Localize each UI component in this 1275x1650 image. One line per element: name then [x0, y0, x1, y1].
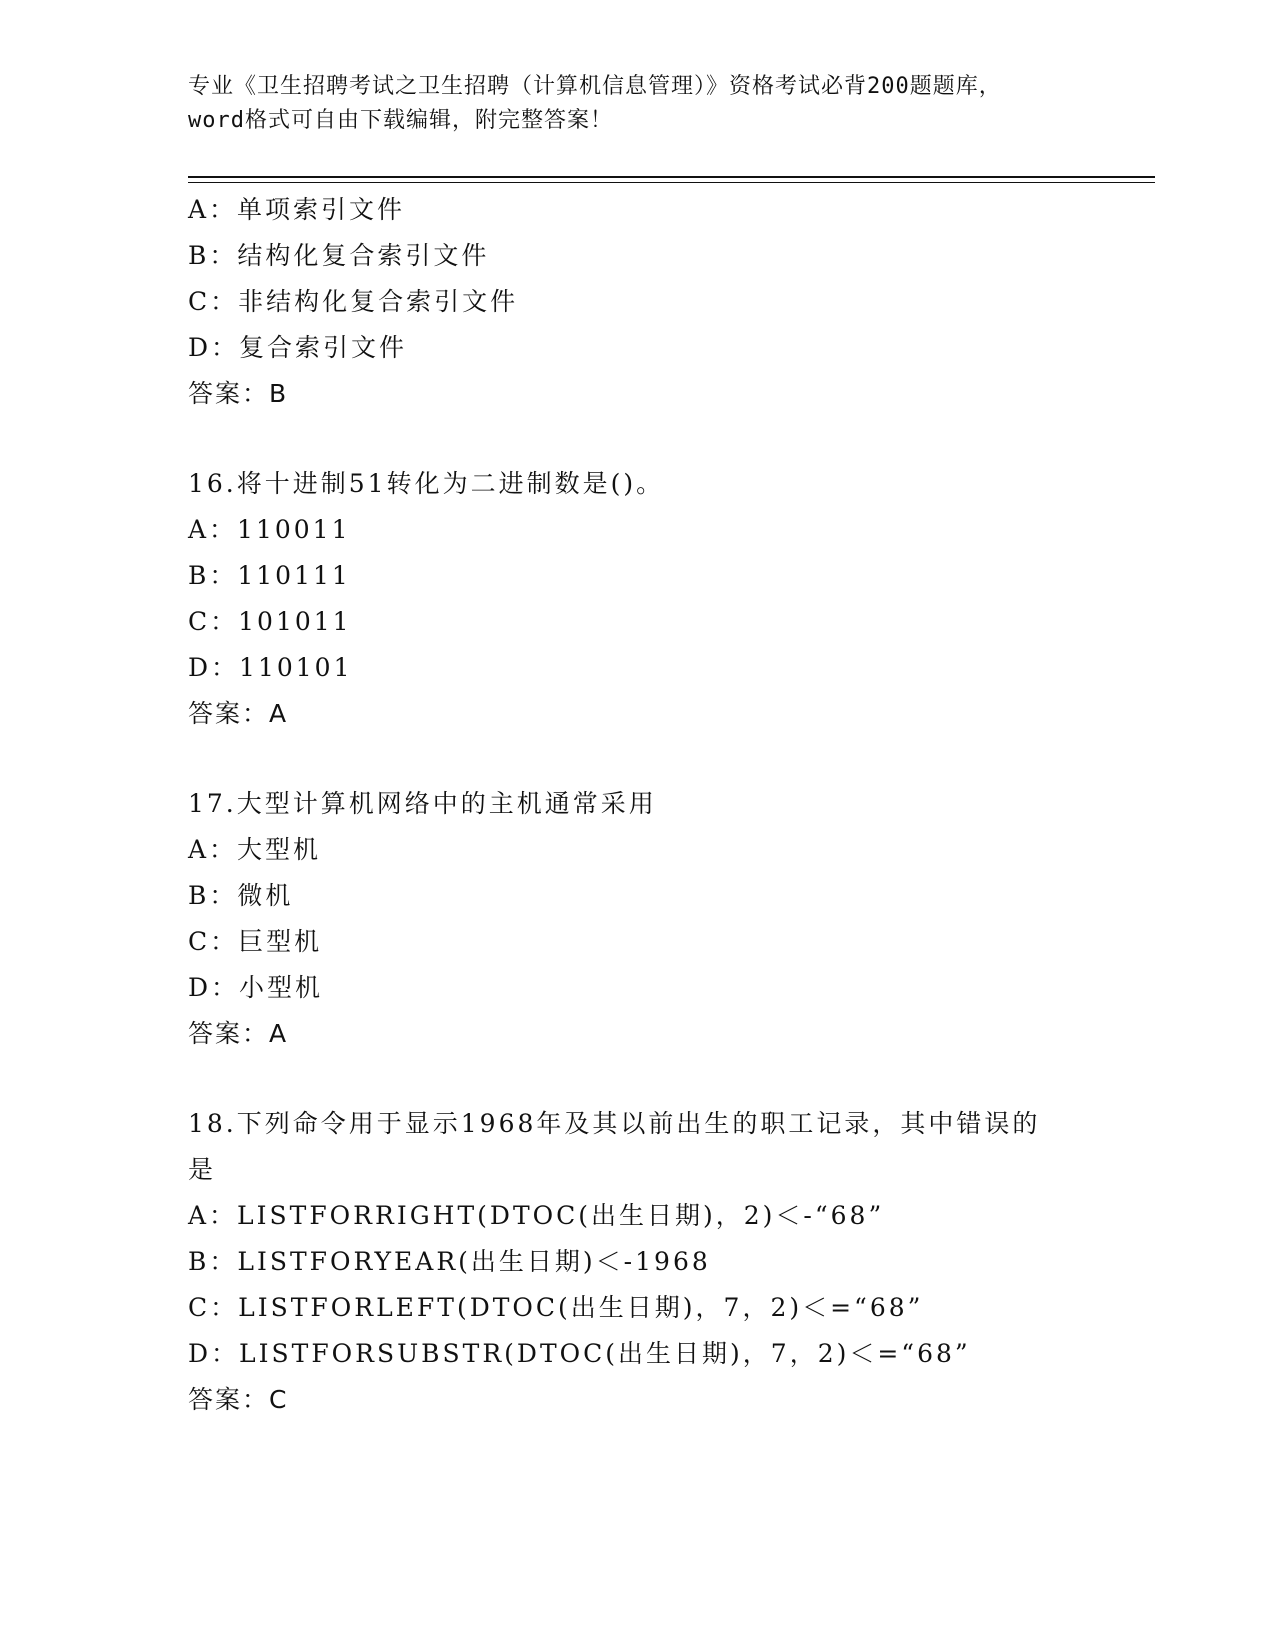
header-title-line-1: 专业《卫生招聘考试之卫生招聘（计算机信息管理）》资格考试必背200题题库， [188, 74, 1002, 99]
question-block-16 [188, 461, 1088, 737]
question-list [188, 187, 1088, 1423]
question-block-18 [188, 1101, 1088, 1423]
option-b: B：LISTFORYEAR(出生日期)＜-1968 [188, 1247, 711, 1276]
option-c: C：巨型机 [188, 927, 323, 956]
option-d: D：LISTFORSUBSTR(DTOC(出生日期)，7，2)＜=“68” [188, 1339, 971, 1368]
option-d: D：110101 [188, 653, 353, 682]
document-header [188, 70, 1088, 138]
answer-line: 答案：A [188, 1019, 289, 1048]
question-stem-line-1: 18.下列命令用于显示1968年及其以前出生的职工记录，其中错误的 [188, 1109, 1041, 1138]
option-c: C：101011 [188, 607, 352, 636]
option-b: B：微机 [188, 881, 294, 910]
option-d: D：小型机 [188, 973, 324, 1002]
option-a: A：大型机 [188, 835, 322, 864]
answer-line: 答案：C [188, 1385, 289, 1414]
option-a: A：LISTFORRIGHT(DTOC(出生日期)，2)＜-“68” [188, 1201, 885, 1230]
option-c: C：非结构化复合索引文件 [188, 287, 519, 316]
option-b: B：结构化复合索引文件 [188, 241, 490, 270]
question-block-17 [188, 781, 1088, 1057]
answer-line: 答案：A [188, 699, 289, 728]
option-d: D：复合索引文件 [188, 333, 408, 362]
question-block-15 [188, 187, 1088, 417]
question-stem: 16.将十进制51转化为二进制数是()。 [188, 469, 665, 498]
header-title-line-2: word格式可自由下载编辑，附完整答案！ [188, 108, 613, 133]
option-c: C：LISTFORLEFT(DTOC(出生日期)，7，2)＜=“68” [188, 1293, 924, 1322]
option-a: A：单项索引文件 [188, 195, 406, 224]
option-b: B：110111 [188, 561, 351, 590]
answer-line: 答案：B [188, 379, 289, 408]
header-divider-thick [188, 176, 1155, 178]
question-stem: 17.大型计算机网络中的主机通常采用 [188, 789, 657, 818]
header-divider-thin [188, 182, 1155, 183]
question-stem-line-2: 是 [188, 1155, 217, 1184]
option-a: A：110011 [188, 515, 351, 544]
